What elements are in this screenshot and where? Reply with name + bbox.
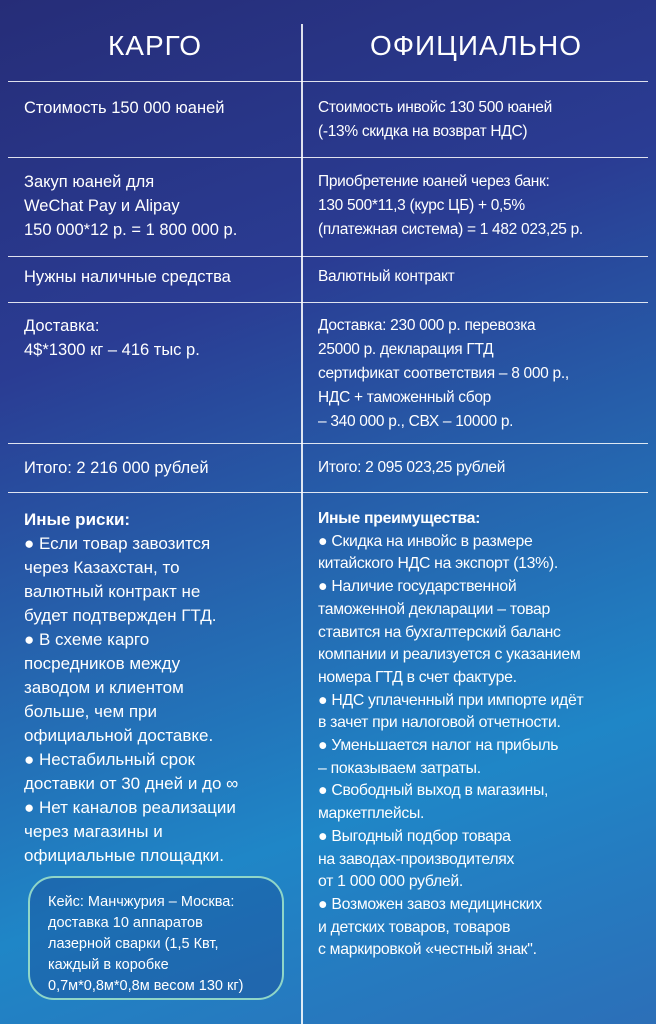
advantages-title: Иные преимущества:: [318, 510, 481, 527]
cargo-currency-purchase: Закуп юаней для WeChat Pay и Alipay 150 000*12 р. = 1 800 000 р.: [24, 173, 238, 239]
case-box: Кейс: Манчжурия – Москва: доставка 10 аппаратов лазерной сварки (1,5 Квт, каждый в коробке 0,7м*0,8м*0,8м весом 130 кг): [28, 876, 284, 1000]
official-advantages: [318, 508, 648, 962]
row-divider: [8, 302, 648, 303]
official-payment-form: Валютный контракт: [318, 268, 455, 285]
cargo-payment-form: Нужны наличные средства: [24, 268, 231, 286]
row-divider: [8, 492, 648, 493]
row-divider: [8, 157, 648, 158]
official-cost: Стоимость инвойс 130 500 юаней (-13% скидка на возврат НДС): [318, 99, 552, 140]
header-official: ОФИЦИАЛЬНО: [369, 30, 583, 61]
official-total: Итого: 2 095 023,25 рублей: [318, 459, 506, 476]
row-divider: [8, 256, 648, 257]
column-divider: [301, 24, 303, 1024]
cargo-risks: [24, 508, 300, 868]
official-delivery: Доставка: 230 000 р. перевозка 25000 р. декларация ГТД сертификат соответствия – 8 000 р., НДС + таможенный сбор – 340 000 р., СВХ – 10000 р.: [318, 317, 569, 430]
cargo-delivery: Доставка: 4$*1300 кг – 416 тыс р.: [24, 317, 200, 359]
cargo-total: Итого: 2 216 000 рублей: [24, 459, 209, 477]
row-divider: [8, 81, 648, 82]
advantages-list: ● Скидка на инвойс в размере китайского НДС на экспорт (13%). ● Наличие государственной таможенной декларации – товар ставится на бухгалтерский баланс компании и реализуется с указанием номера ГТД в счет фактуре. ● НДС уплаченный при импорте идёт в зачет при налоговой отчетности. ● Уменьшается налог на прибыль – показываем затраты. ● Свободный выход в магазины, маркетплейсы. ● Выгодный подбор товара на заводах-производителях от 1 000 000 рублей. ● Возможен завоз медицинских и детских товаров, товаров с маркировкой «честный знак".: [318, 532, 584, 959]
row-divider: [8, 443, 648, 444]
risks-list: ● Если товар завозится через Казахстан, то валютный контракт не будет подтвержден ГТД. ● В схеме карго посредников между заводом и клиентом больше, чем при официальной доставке. ● Нестабильный срок доставки от 30 дней и до ∞ ● Нет каналов реализации через магазины и официальные площадки.: [24, 534, 239, 865]
official-currency-purchase: Приобретение юаней через банк: 130 500*11,3 (курс ЦБ) + 0,5% (платежная система) = 1 482 023,25 р.: [318, 173, 583, 238]
header-cargo: КАРГО: [107, 30, 203, 61]
risks-title: Иные риски:: [24, 510, 131, 529]
cargo-cost: Стоимость 150 000 юаней: [24, 99, 225, 117]
